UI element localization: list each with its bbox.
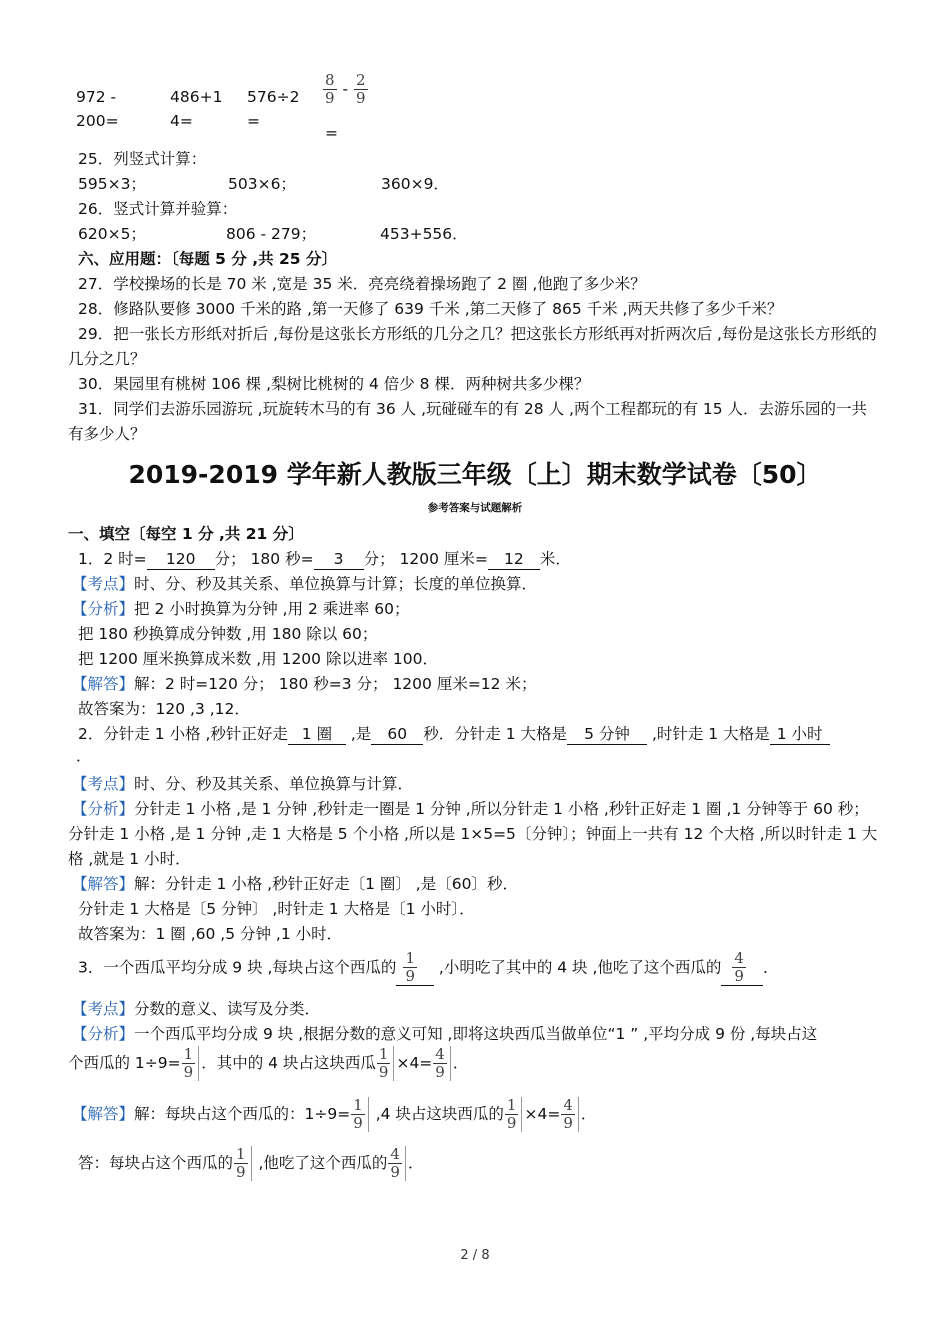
calc-486-b: 4= (170, 112, 193, 130)
q28: 28．修路队要修 3000 千米的路 ,第一天修了 639 千米 ,第二天修了 865 千米 ,两天共修了多少千米？ (78, 300, 783, 318)
a3-jieda: 【解答】解：每块占这个西瓜的：1÷9= $\frac{1}{9}$ ,4 块占这块西瓜的 $\frac{1}{9}$ ×4= $\frac{4}{9}$ ． (72, 1096, 597, 1132)
calc-fraction: $\frac{8}{9}$ - $\frac{2}{9}$ (325, 71, 366, 107)
a2-period: ． (76, 747, 92, 765)
calc-fraction-eq: = (325, 124, 338, 142)
a2-blank-3: 5 分钟 (567, 724, 647, 745)
a1-blank-1: 120 (147, 549, 215, 570)
page-number: 2 / 8 (460, 1248, 490, 1263)
calc-576-b: = (247, 112, 260, 130)
calc-486: 486+1 (170, 88, 223, 106)
a2-question: 2．分针走 1 小格 ,秒针正好走 1 圈 ,是 60 秒．分针走 1 大格是 5 分钟 ,时针走 1 大格是 1 小时 (78, 723, 830, 745)
a3-fenxi-2: 个西瓜的 1÷9= $\frac{1}{9}$ ．其中的 4 块占这块西瓜 $\frac{1}{9}$ ×4= $\frac{4}{9}$ ． (68, 1045, 469, 1081)
a2-blank-4: 1 小时 (770, 724, 830, 745)
q26-b: 806 - 279； (226, 225, 317, 243)
q31: 31．同学们去游乐园游玩 ,玩旋转木马的有 36 人 ,玩碰碰车的有 28 人 ,两个工程都玩的有 15 人．去游乐园的一共有多少人？ (68, 400, 868, 443)
calc-972-b: 200= (76, 112, 119, 130)
calc-972: 972 - (76, 88, 117, 106)
a2-fenxi: 【分析】分针走 1 小格 ,是 1 分钟 ,秒针走一圈是 1 分钟 ,所以分针走 1 小格 ,秒针正好走 1 圈 ,1 分钟等于 60 秒；分针走 1 小格 ,是 1 分钟 ,走 1 大格是 5 个小格 ,所以是 1×5=5〔分钟〕；钟面上一共有 12 个大格 ,所以时针走 1 大格 ,就是 1 小时． (68, 800, 878, 868)
a2-kaodian: 【考点】时、分、秒及其关系、单位换算与计算． (72, 775, 414, 793)
a2-answer: 故答案为：1 圈 ,60 ,5 分钟 ,1 小时． (78, 925, 343, 943)
calc-576: 576÷2 (247, 88, 300, 106)
a3-fenxi: 【分析】一个西瓜平均分成 9 块 ,根据分数的意义可知 ,即将这块西瓜当做单位“1 ” ,平均分成 9 份 ,每块占这 (72, 1025, 818, 1043)
page-subtitle: 参考答案与试题解析 (427, 502, 523, 514)
q26-c: 453+556． (380, 225, 468, 243)
a3-answer: 答：每块占这个西瓜的 $\frac{1}{9}$ ,他吃了这个西瓜的 $\frac{4}{9}$ ． (78, 1145, 424, 1181)
q30: 30．果园里有桃树 106 棵 ,梨树比桃树的 4 倍少 8 棵．两种树共多少棵？ (78, 375, 590, 393)
q25-title: 25．列竖式计算： (78, 150, 207, 168)
q26-a: 620×5； (78, 225, 146, 243)
q25-c: 360×9． (381, 175, 449, 193)
q26-title: 26．竖式计算并验算： (78, 200, 238, 218)
a1-answer: 故答案为：120 ,3 ,12． (78, 700, 250, 718)
a2-jieda: 【解答】解：分针走 1 小格 ,秒针正好走〔1 圈〕 ,是〔60〕秒． (72, 875, 518, 893)
q25-b: 503×6； (228, 175, 296, 193)
a3-question: 3．一个西瓜平均分成 9 块 ,每块占这个西瓜的 $\frac{1}{9}$ ,小明吃了其中的 4 块 ,他吃了这个西瓜的 $\frac{4}{9}$ ． (78, 949, 779, 985)
section-1-heading: 一、填空〔每空 1 分 ,共 21 分〕 (68, 525, 304, 543)
q25-a: 595×3； (78, 175, 146, 193)
a1-blank-3: 12 (488, 549, 540, 570)
a1-question: 1．2 时= 120 分； 180 秒= 3 分； 1200 厘米= 12 米． (78, 550, 571, 568)
a1-blank-2: 3 (314, 549, 364, 570)
a1-kaodian: 【考点】时、分、秒及其关系、单位换算与计算；长度的单位换算． (72, 575, 538, 593)
a2-blank-1: 1 圈 (288, 724, 346, 745)
page-title: 2019-2019 学年新人教版三年级〔上〕期末数学试卷〔50〕 (128, 460, 822, 489)
a1-fenxi: 【分析】把 2 小时换算为分钟 ,用 2 乘进率 60； (72, 600, 410, 618)
section-6-heading: 六、应用题：〔每题 5 分 ,共 25 分〕 (78, 250, 337, 268)
a2-blank-2: 60 (371, 724, 423, 745)
a1-jieda: 【解答】解：2 时=120 分； 180 秒=3 分； 1200 厘米=12 米； (72, 675, 537, 693)
q27: 27．学校操场的长是 70 米 ,宽是 35 米．亮亮绕着操场跑了 2 圈 ,他跑了多少米？ (78, 275, 646, 293)
q29: 29．把一张长方形纸对折后 ,每份是这张长方形纸的几分之几？把这张长方形纸再对折两次后 ,每份是这张长方形纸的几分之几？ (68, 325, 877, 368)
a3-kaodian: 【考点】分数的意义、读写及分类． (72, 1000, 321, 1018)
a2-jieda-2: 分针走 1 大格是〔5 分钟〕 ,时针走 1 大格是〔1 小时〕． (78, 900, 475, 918)
a1-fenxi-3: 把 1200 厘米换算成米数 ,用 1200 除以进率 100． (78, 650, 438, 668)
a1-fenxi-2: 把 180 秒换算成分钟数 ,用 180 除以 60； (78, 625, 378, 643)
